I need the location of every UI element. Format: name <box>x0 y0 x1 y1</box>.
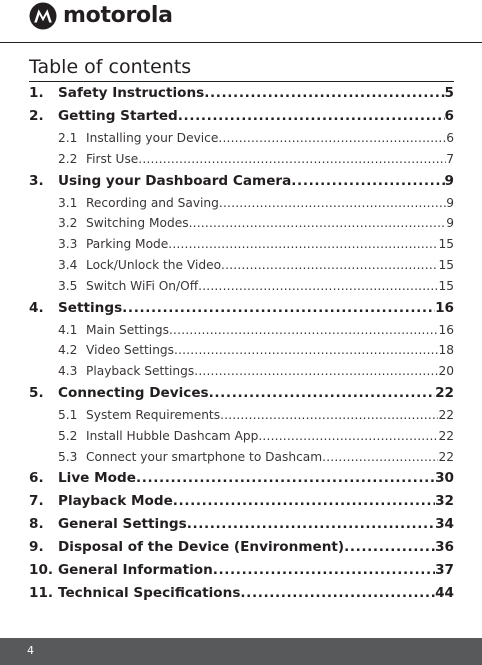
toc-subsection-entry[interactable] <box>29 426 454 447</box>
toc-entry-number: 2. <box>29 108 44 124</box>
toc-entry-number: 2.2 <box>58 151 78 166</box>
toc-section-entry[interactable] <box>29 297 454 320</box>
toc-entry-number: 3. <box>29 172 44 189</box>
toc-entry-title: Playback Settings <box>86 364 195 379</box>
toc-section-entry[interactable] <box>29 490 454 513</box>
toc-entry-title: System Requirements <box>86 407 221 422</box>
toc-entry-page: 44 <box>435 585 454 602</box>
toc-entry-number: 3.3 <box>58 237 78 252</box>
toc-entry-number: 5.3 <box>58 449 78 464</box>
toc-dot-leader <box>204 82 444 105</box>
toc-dot-leader <box>220 405 438 426</box>
toc-entry-number: 5.1 <box>58 407 78 422</box>
toc-section-entry[interactable] <box>29 82 454 105</box>
toc-dot-leader <box>136 467 435 490</box>
toc-entry-number: 3.2 <box>58 216 78 231</box>
toc-dot-leader <box>138 149 446 170</box>
toc-dot-leader <box>174 340 438 361</box>
toc-subsection-entry[interactable] <box>29 361 454 382</box>
toc-subsection-entry[interactable] <box>29 447 454 468</box>
toc-dot-leader <box>178 105 445 128</box>
toc-section-entry[interactable] <box>29 559 454 582</box>
toc-entry-page: 36 <box>435 539 454 556</box>
toc-entry-title: Main Settings <box>86 322 169 337</box>
toc-entry-number: 3.1 <box>58 195 78 210</box>
toc-dot-leader <box>240 582 435 605</box>
toc-entry-title: Video Settings <box>86 343 175 358</box>
toc-entry-page: 18 <box>438 343 454 358</box>
header-divider <box>0 42 482 43</box>
table-of-contents <box>29 82 454 605</box>
toc-entry-page: 20 <box>438 364 454 379</box>
toc-entry-number: 3.4 <box>58 257 78 272</box>
toc-dot-leader <box>198 276 438 297</box>
toc-dot-leader <box>344 536 435 559</box>
toc-entry-title: First Use <box>86 151 139 166</box>
toc-entry-title: Technical Specifications <box>58 585 241 602</box>
toc-entry-number: 2.1 <box>58 131 78 145</box>
toc-entry-title: Parking Mode <box>86 237 169 252</box>
toc-entry-title: Connecting Devices <box>58 384 209 401</box>
toc-dot-leader <box>258 426 438 447</box>
toc-entry-page: 15 <box>438 278 454 293</box>
toc-entry-number: 3.5 <box>58 278 78 293</box>
toc-dot-leader <box>209 382 435 405</box>
toc-entry-title: Lock/Unlock the Video <box>86 257 222 272</box>
toc-dot-leader <box>173 490 435 513</box>
toc-entry-page: 9 <box>446 216 454 231</box>
toc-entry-title: General Information <box>58 562 213 579</box>
toc-entry-page: 15 <box>438 257 454 272</box>
toc-entry-page: 15 <box>438 237 454 252</box>
toc-entry-number: 5. <box>29 384 44 401</box>
toc-entry-title: Connect your smartphone to Dashcam <box>86 449 323 464</box>
toc-entry-title: Safety Instructions <box>58 85 205 101</box>
brand-logo <box>29 2 173 30</box>
toc-dot-leader <box>168 234 438 255</box>
toc-dot-leader <box>187 513 435 536</box>
toc-entry-title: Playback Mode <box>58 493 173 510</box>
toc-entry-page: 16 <box>435 299 454 316</box>
toc-entry-title: Switching Modes <box>86 216 189 231</box>
toc-entry-page: 22 <box>438 428 454 443</box>
toc-entry-number: 5.2 <box>58 428 78 443</box>
toc-entry-number: 10. <box>29 562 54 579</box>
toc-entry-page: 22 <box>438 407 454 422</box>
toc-entry-number: 7. <box>29 493 44 510</box>
toc-entry-title: Settings <box>58 299 123 316</box>
toc-dot-leader <box>291 170 444 193</box>
toc-entry-number: 8. <box>29 516 44 533</box>
toc-entry-title: Recording and Saving <box>86 195 219 210</box>
toc-dot-leader <box>218 128 446 149</box>
toc-entry-page: 22 <box>435 384 454 401</box>
toc-entry-title: General Settings <box>58 516 187 533</box>
toc-entry-page: 32 <box>435 493 454 510</box>
toc-subsection-entry[interactable] <box>29 213 454 234</box>
toc-entry-page: 37 <box>435 562 454 579</box>
toc-entry-page: 9 <box>446 195 454 210</box>
toc-section-entry[interactable] <box>29 105 454 128</box>
toc-entry-number: 4.1 <box>58 322 78 337</box>
toc-entry-page: 5 <box>444 85 454 101</box>
brand-wordmark: motorola <box>63 3 173 28</box>
toc-entry-title: Live Mode <box>58 470 136 487</box>
toc-entry-page: 7 <box>446 151 454 166</box>
toc-entry-number: 4.3 <box>58 364 78 379</box>
toc-dot-leader <box>194 361 438 382</box>
toc-subsection-entry[interactable] <box>29 234 454 255</box>
toc-entry-title: Disposal of the Device (Environment) <box>58 539 345 556</box>
page-footer <box>0 638 482 665</box>
toc-dot-leader <box>122 297 435 320</box>
toc-section-entry[interactable] <box>29 513 454 536</box>
toc-entry-number: 11. <box>29 585 54 602</box>
toc-section-entry[interactable] <box>29 536 454 559</box>
toc-section-entry[interactable] <box>29 382 454 405</box>
toc-entry-number: 4.2 <box>58 343 78 358</box>
toc-entry-page: 6 <box>446 131 454 145</box>
toc-entry-number: 6. <box>29 470 44 487</box>
toc-entry-page: 34 <box>435 516 454 533</box>
toc-section-entry[interactable] <box>29 170 454 193</box>
toc-section-entry[interactable] <box>29 467 454 490</box>
toc-entry-number: 4. <box>29 299 44 316</box>
toc-entry-page: 22 <box>438 449 454 464</box>
toc-entry-page: 30 <box>435 470 454 487</box>
toc-dot-leader <box>322 447 438 468</box>
toc-subsection-entry[interactable] <box>29 276 454 297</box>
toc-dot-leader <box>189 213 447 234</box>
toc-entry-number: 9. <box>29 539 44 556</box>
page-title: Table of contents <box>29 55 454 82</box>
toc-entry-page: 9 <box>444 172 454 189</box>
toc-dot-leader <box>221 255 438 276</box>
toc-subsection-entry[interactable] <box>29 149 454 170</box>
toc-subsection-entry[interactable] <box>29 128 454 149</box>
page-header <box>0 0 482 44</box>
toc-section-entry[interactable] <box>29 582 454 605</box>
toc-subsection-entry[interactable] <box>29 193 454 214</box>
motorola-batwing-logo-icon <box>29 2 57 30</box>
toc-entry-title: Using your Dashboard Camera <box>58 172 292 189</box>
toc-subsection-entry[interactable] <box>29 320 454 341</box>
toc-entry-page: 6 <box>444 108 454 124</box>
toc-dot-leader <box>169 320 439 341</box>
toc-entry-number: 1. <box>29 85 44 101</box>
toc-subsection-entry[interactable] <box>29 340 454 361</box>
toc-subsection-entry[interactable] <box>29 255 454 276</box>
toc-entry-title: Switch WiFi On/Off <box>86 278 199 293</box>
toc-entry-title: Install Hubble Dashcam App <box>86 428 259 443</box>
toc-dot-leader <box>213 559 435 582</box>
toc-entry-title: Getting Started <box>58 108 178 124</box>
page-number: 4 <box>27 644 34 657</box>
toc-dot-leader <box>219 193 446 214</box>
toc-entry-title: Installing your Device <box>86 131 219 145</box>
toc-subsection-entry[interactable] <box>29 405 454 426</box>
toc-entry-page: 16 <box>438 322 454 337</box>
